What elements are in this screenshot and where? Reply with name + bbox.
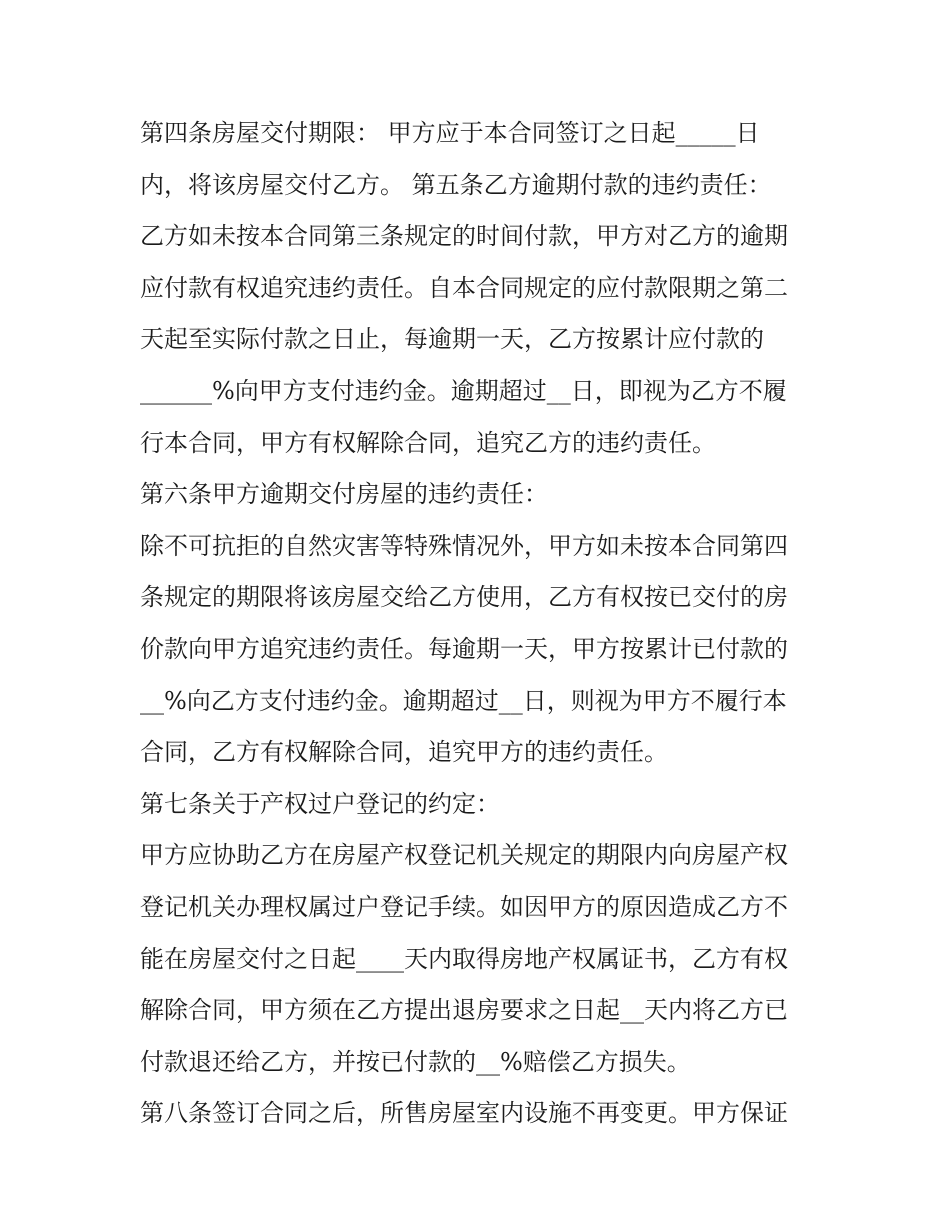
text-line: 乙方如未按本合同第三条规定的时间付款，甲方对乙方的逾期 — [140, 222, 788, 251]
text-line: 登记机关办理权属过户登记手续。如因甲方的原因造成乙方不 — [140, 892, 788, 921]
text-line: __%向乙方支付违约金。逾期超过__日，则视为甲方不履行本 — [140, 686, 787, 715]
text-line: 条规定的期限将该房屋交给乙方使用，乙方有权按已交付的房 — [140, 583, 788, 612]
text-line: 天起至实际付款之日止，每逾期一天，乙方按累计应付款的 — [140, 325, 764, 354]
section-heading: 第六条甲方逾期交付房屋的违约责任： — [140, 480, 548, 509]
section-heading: 第七条关于产权过户登记的约定： — [140, 789, 500, 818]
text-line: 应付款有权追究违约责任。自本合同规定的应付款限期之第二 — [140, 273, 788, 302]
text-line: 第八条签订合同之后，所售房屋室内设施不再变更。甲方保证 — [140, 1099, 788, 1128]
text-line: 甲方应协助乙方在房屋产权登记机关规定的期限内向房屋产权 — [140, 841, 788, 870]
text-line: 付款退还给乙方，并按已付款的__%赔偿乙方损失。 — [140, 1047, 691, 1076]
text-line: 第四条房屋交付期限： 甲方应于本合同签订之日起_____日 — [140, 119, 760, 147]
text-line: 解除合同，甲方须在乙方提出退房要求之日起__天内将乙方已 — [140, 996, 788, 1025]
text-line: 能在房屋交付之日起____天内取得房地产权属证书，乙方有权 — [140, 944, 788, 973]
text-line: 内，将该房屋交付乙方。 第五条乙方逾期付款的违约责任： — [140, 170, 772, 199]
text-line: 合同，乙方有权解除合同，追究甲方的违约责任。 — [140, 738, 668, 767]
text-line: ______%向甲方支付违约金。逾期超过__日，即视为乙方不履 — [140, 376, 787, 405]
contract-text — [140, 108, 820, 1140]
text-line: 行本合同，甲方有权解除合同，追究乙方的违约责任。 — [140, 428, 716, 457]
text-line: 除不可抗拒的自然灾害等特殊情况外，甲方如未按本合同第四 — [140, 531, 788, 560]
text-line: 价款向甲方追究违约责任。每逾期一天，甲方按累计已付款的 — [140, 634, 788, 663]
